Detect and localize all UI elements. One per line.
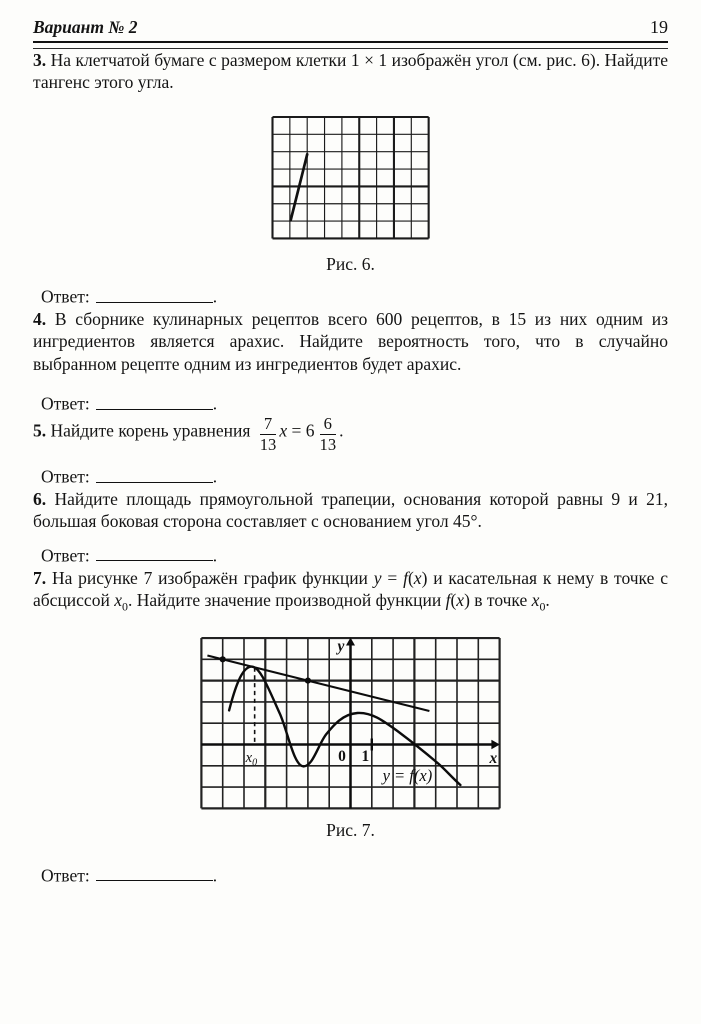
answer-blank (96, 543, 213, 562)
figure-6 (33, 116, 668, 275)
answer-line-7 (33, 863, 668, 887)
answer-period: . (212, 466, 218, 487)
fraction: $\frac{6}{13}$ (319, 414, 337, 455)
answer-blank (96, 284, 213, 303)
answer-period: . (212, 865, 218, 886)
answer-label: Ответ: (41, 865, 90, 886)
fig7-curve-label: y = f(x) (382, 766, 433, 786)
answer-label: Ответ: (41, 466, 90, 487)
answer-line-3 (33, 284, 668, 308)
fig7-origin-label: 0 (338, 748, 346, 766)
header-double-rule (33, 41, 668, 49)
problem-4-text: 4. В сборнике кулинарных рецептов всего 600 рецептов, в 15 из них одним из ингредиентов является арахис. Найдите вероятность того, что в случайно выбранном рецепте одним из ингредиентов будет арахис. (33, 309, 668, 374)
figure-6-drawing (271, 116, 430, 240)
figure-6-caption: Рис. 6. (326, 253, 375, 274)
fig7-tangent-point-dot (220, 657, 226, 663)
answer-line-5 (33, 464, 668, 488)
variant-label: Вариант № 2 (33, 17, 138, 37)
figure-7 (33, 637, 668, 841)
fig7-tangent-point-dot (305, 678, 311, 684)
answer-line-6 (33, 543, 668, 567)
problem-3-text: 3. На клетчатой бумаге с размером клетки 1 × 1 изображён угол (см. рис. 6). Найдите тангенс этого угла. (33, 50, 668, 93)
answer-blank (96, 863, 213, 882)
fig6-grid (273, 117, 429, 238)
page-header (33, 16, 668, 39)
problem-5-text: 5. Найдите корень уравнения $\frac{7}{13}$ x = 6 $\frac{6}{13}$ . (33, 414, 344, 455)
fig7-y-axis-label: y (337, 638, 345, 656)
fraction: $\frac{7}{13}$ (259, 414, 277, 455)
answer-label: Ответ: (41, 545, 90, 566)
answer-blank (96, 391, 213, 410)
fig7-x0-label: $x_0$ (245, 750, 258, 769)
problem-6-text: 6. Найдите площадь прямоугольной трапеции, основания которой равны 9 и 21, большая боковая сторона составляет с основанием угол 45°. (33, 488, 668, 532)
answer-line-4 (33, 391, 668, 415)
page-number: 19 (650, 17, 668, 37)
answer-period: . (212, 393, 218, 414)
problem-7-text: 7. На рисунке 7 изображён график функции y = f(x) и касательная к нему в точке с абсциссой $x_0$. Найдите значение производной функции f(x) в точке $x_0$. (33, 567, 668, 614)
figure-7-caption: Рис. 7. (326, 820, 375, 841)
answer-blank (96, 464, 213, 483)
answer-period: . (212, 286, 218, 307)
answer-label: Ответ: (41, 393, 90, 414)
answer-period: . (212, 545, 218, 566)
answer-label: Ответ: (41, 286, 90, 307)
fig7-unit-label: 1 (361, 748, 370, 766)
figure-7-drawing (200, 637, 501, 810)
fig7-x-axis-label: x (489, 750, 498, 768)
